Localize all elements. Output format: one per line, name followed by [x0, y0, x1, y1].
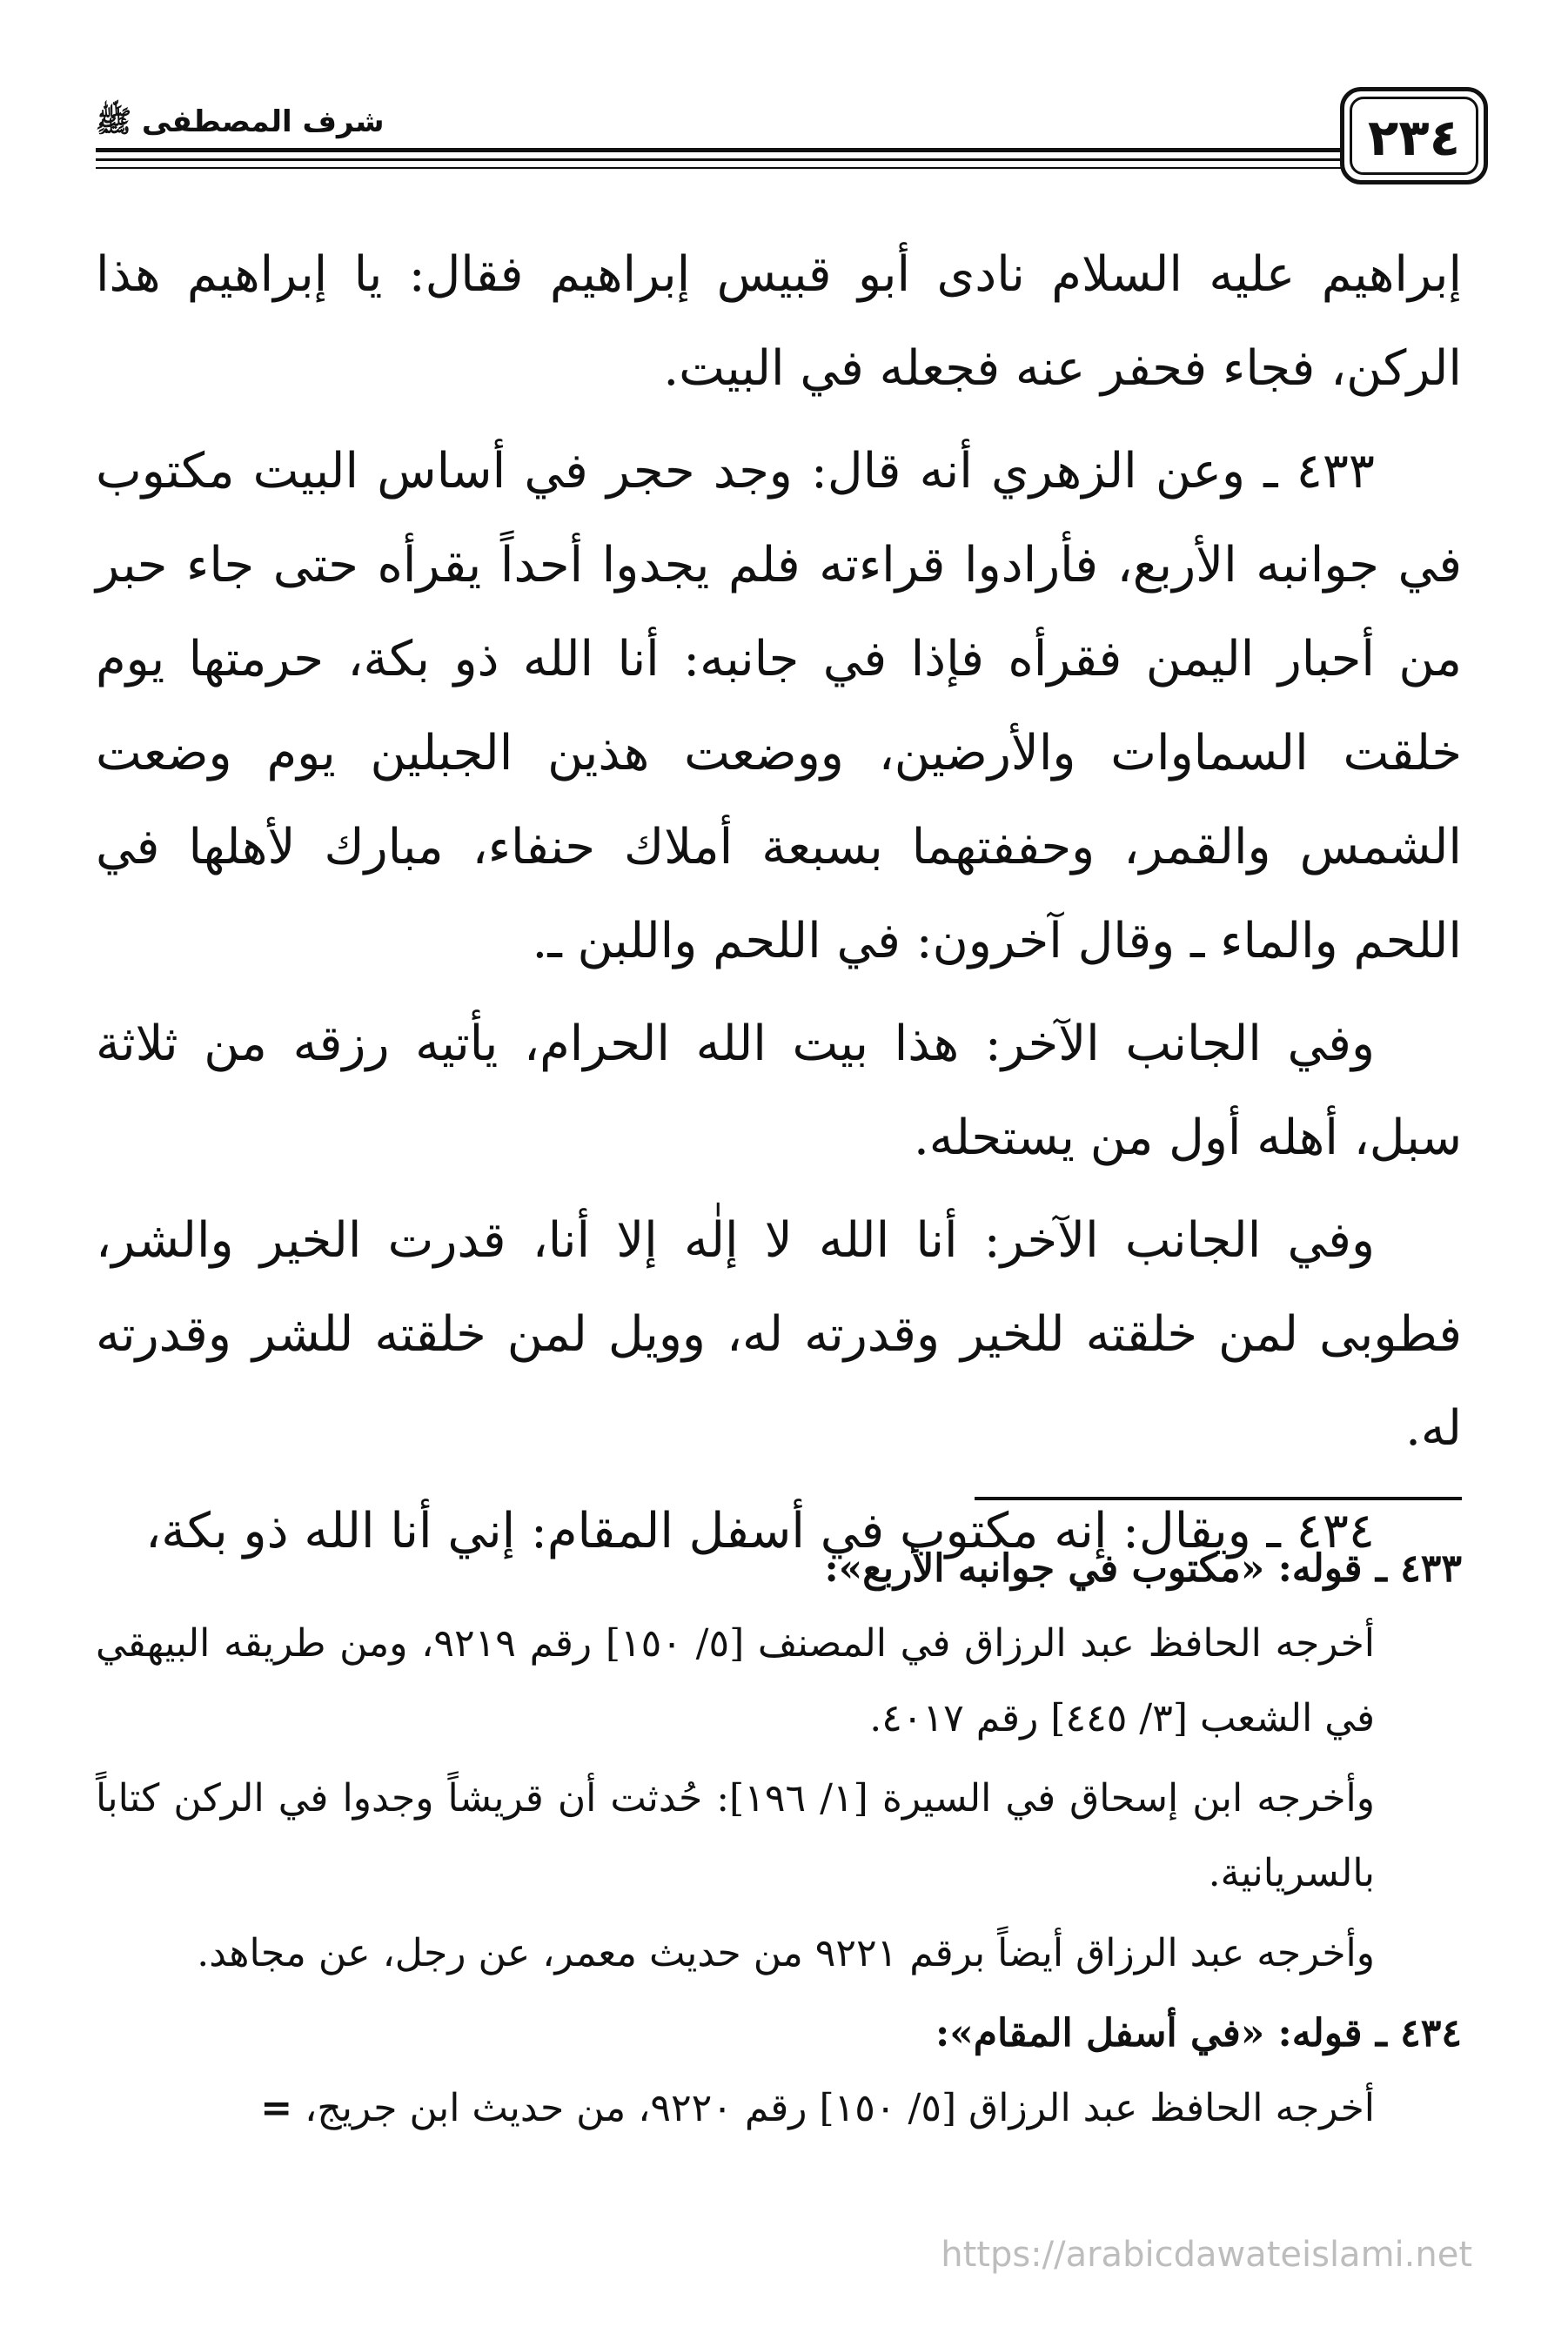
- header-rule-thin: [96, 167, 1462, 169]
- header-rule-middle: [96, 158, 1462, 161]
- main-paragraph: وفي الجانب الآخر: أنا الله لا إلٰه إلا أنا، قدرت الخير والشر، فطوبى لمن خلقته للخير وقدرته له، وويل لمن خلقته للشر وقدرته له.: [96, 1212, 1462, 1457]
- footnote-paragraph: وأخرجه ابن إسحاق في السيرة [١/ ١٩٦]: حُدثت أن قريشاً وجدوا في الركن كتاباً بالسريانية.: [96, 1776, 1376, 1895]
- header-rule-thick: [96, 148, 1462, 152]
- main-paragraph: وفي الجانب الآخر: هذا بيت الله الحرام، يأتيه رزقه من ثلاثة سبل، أهله أول من يستحله.: [96, 1016, 1462, 1166]
- footnote-paragraph: أخرجه الحافظ عبد الرزاق في المصنف [٥/ ١٥٠] رقم ٩٢١٩، ومن طريقه البيهقي في الشعب [٣/ ٤٤٥] رقم ٤٠١٧.: [96, 1621, 1376, 1740]
- footnote-paragraph: وأخرجه عبد الرزاق أيضاً برقم ٩٢٢١ من حديث معمر، عن رجل، عن مجاهد.: [197, 1931, 1375, 1975]
- footnote-heading: ٤٣٤ ـ قوله: «في أسفل المقام»:: [935, 2011, 1462, 2055]
- continuation-mark: =: [260, 2086, 293, 2130]
- page-number: ٢٣٤: [1350, 97, 1478, 175]
- footnote-433: [96, 1532, 1462, 1991]
- main-paragraph-433: ٤٣٣ ـ وعن الزهري أنه قال: وجد حجر في أساس البيت مكتوب في جوانبه الأربع، فأرادوا قراءته فلم يجدوا أحداً يقرأه حتى جاء حبر من أحبار اليمن فقرأه فإذا في جانبه: أنا الله ذو بكة، حرمتها يوم خلقت السماوات والأرضين، ووضعت هذين الجبلين يوم وضعت الشمس والقمر، وحففتهما بسبعة أملاك حنفاء، مبارك لأهلها في اللحم والماء ـ وقال آخرون: في اللحم واللبن ـ.: [96, 443, 1462, 969]
- page-number-frame: [1340, 87, 1488, 184]
- page-header: [96, 87, 1462, 191]
- footnote-paragraph: [96, 2071, 1462, 2146]
- footnote-heading: ٤٣٣ ـ قوله: «مكتوب في جوانبه الأربع»:: [824, 1546, 1462, 1591]
- footnote-434: [96, 1996, 1462, 2146]
- running-book-title: شرف المصطفى ﷺ: [96, 97, 392, 146]
- watermark-url: https://arabicdawateislami.net: [941, 2235, 1472, 2275]
- footnotes: [96, 1532, 1462, 2151]
- footnote-text: أخرجه الحافظ عبد الرزاق [٥/ ١٥٠] رقم ٩٢٢٠، من حديث ابن جريج،: [305, 2086, 1375, 2130]
- main-paragraph-434: ٤٣٤ ـ ويقال: إنه مكتوب في أسفل المقام: إني أنا الله ذو بكة،: [145, 1503, 1375, 1559]
- main-text: [96, 228, 1462, 1587]
- footnote-separator: [975, 1497, 1462, 1500]
- main-paragraph: إبراهيم عليه السلام نادى أبو قبيس إبراهيم فقال: يا إبراهيم هذا الركن، فجاء فحفر عنه فجعله في البيت.: [96, 246, 1462, 397]
